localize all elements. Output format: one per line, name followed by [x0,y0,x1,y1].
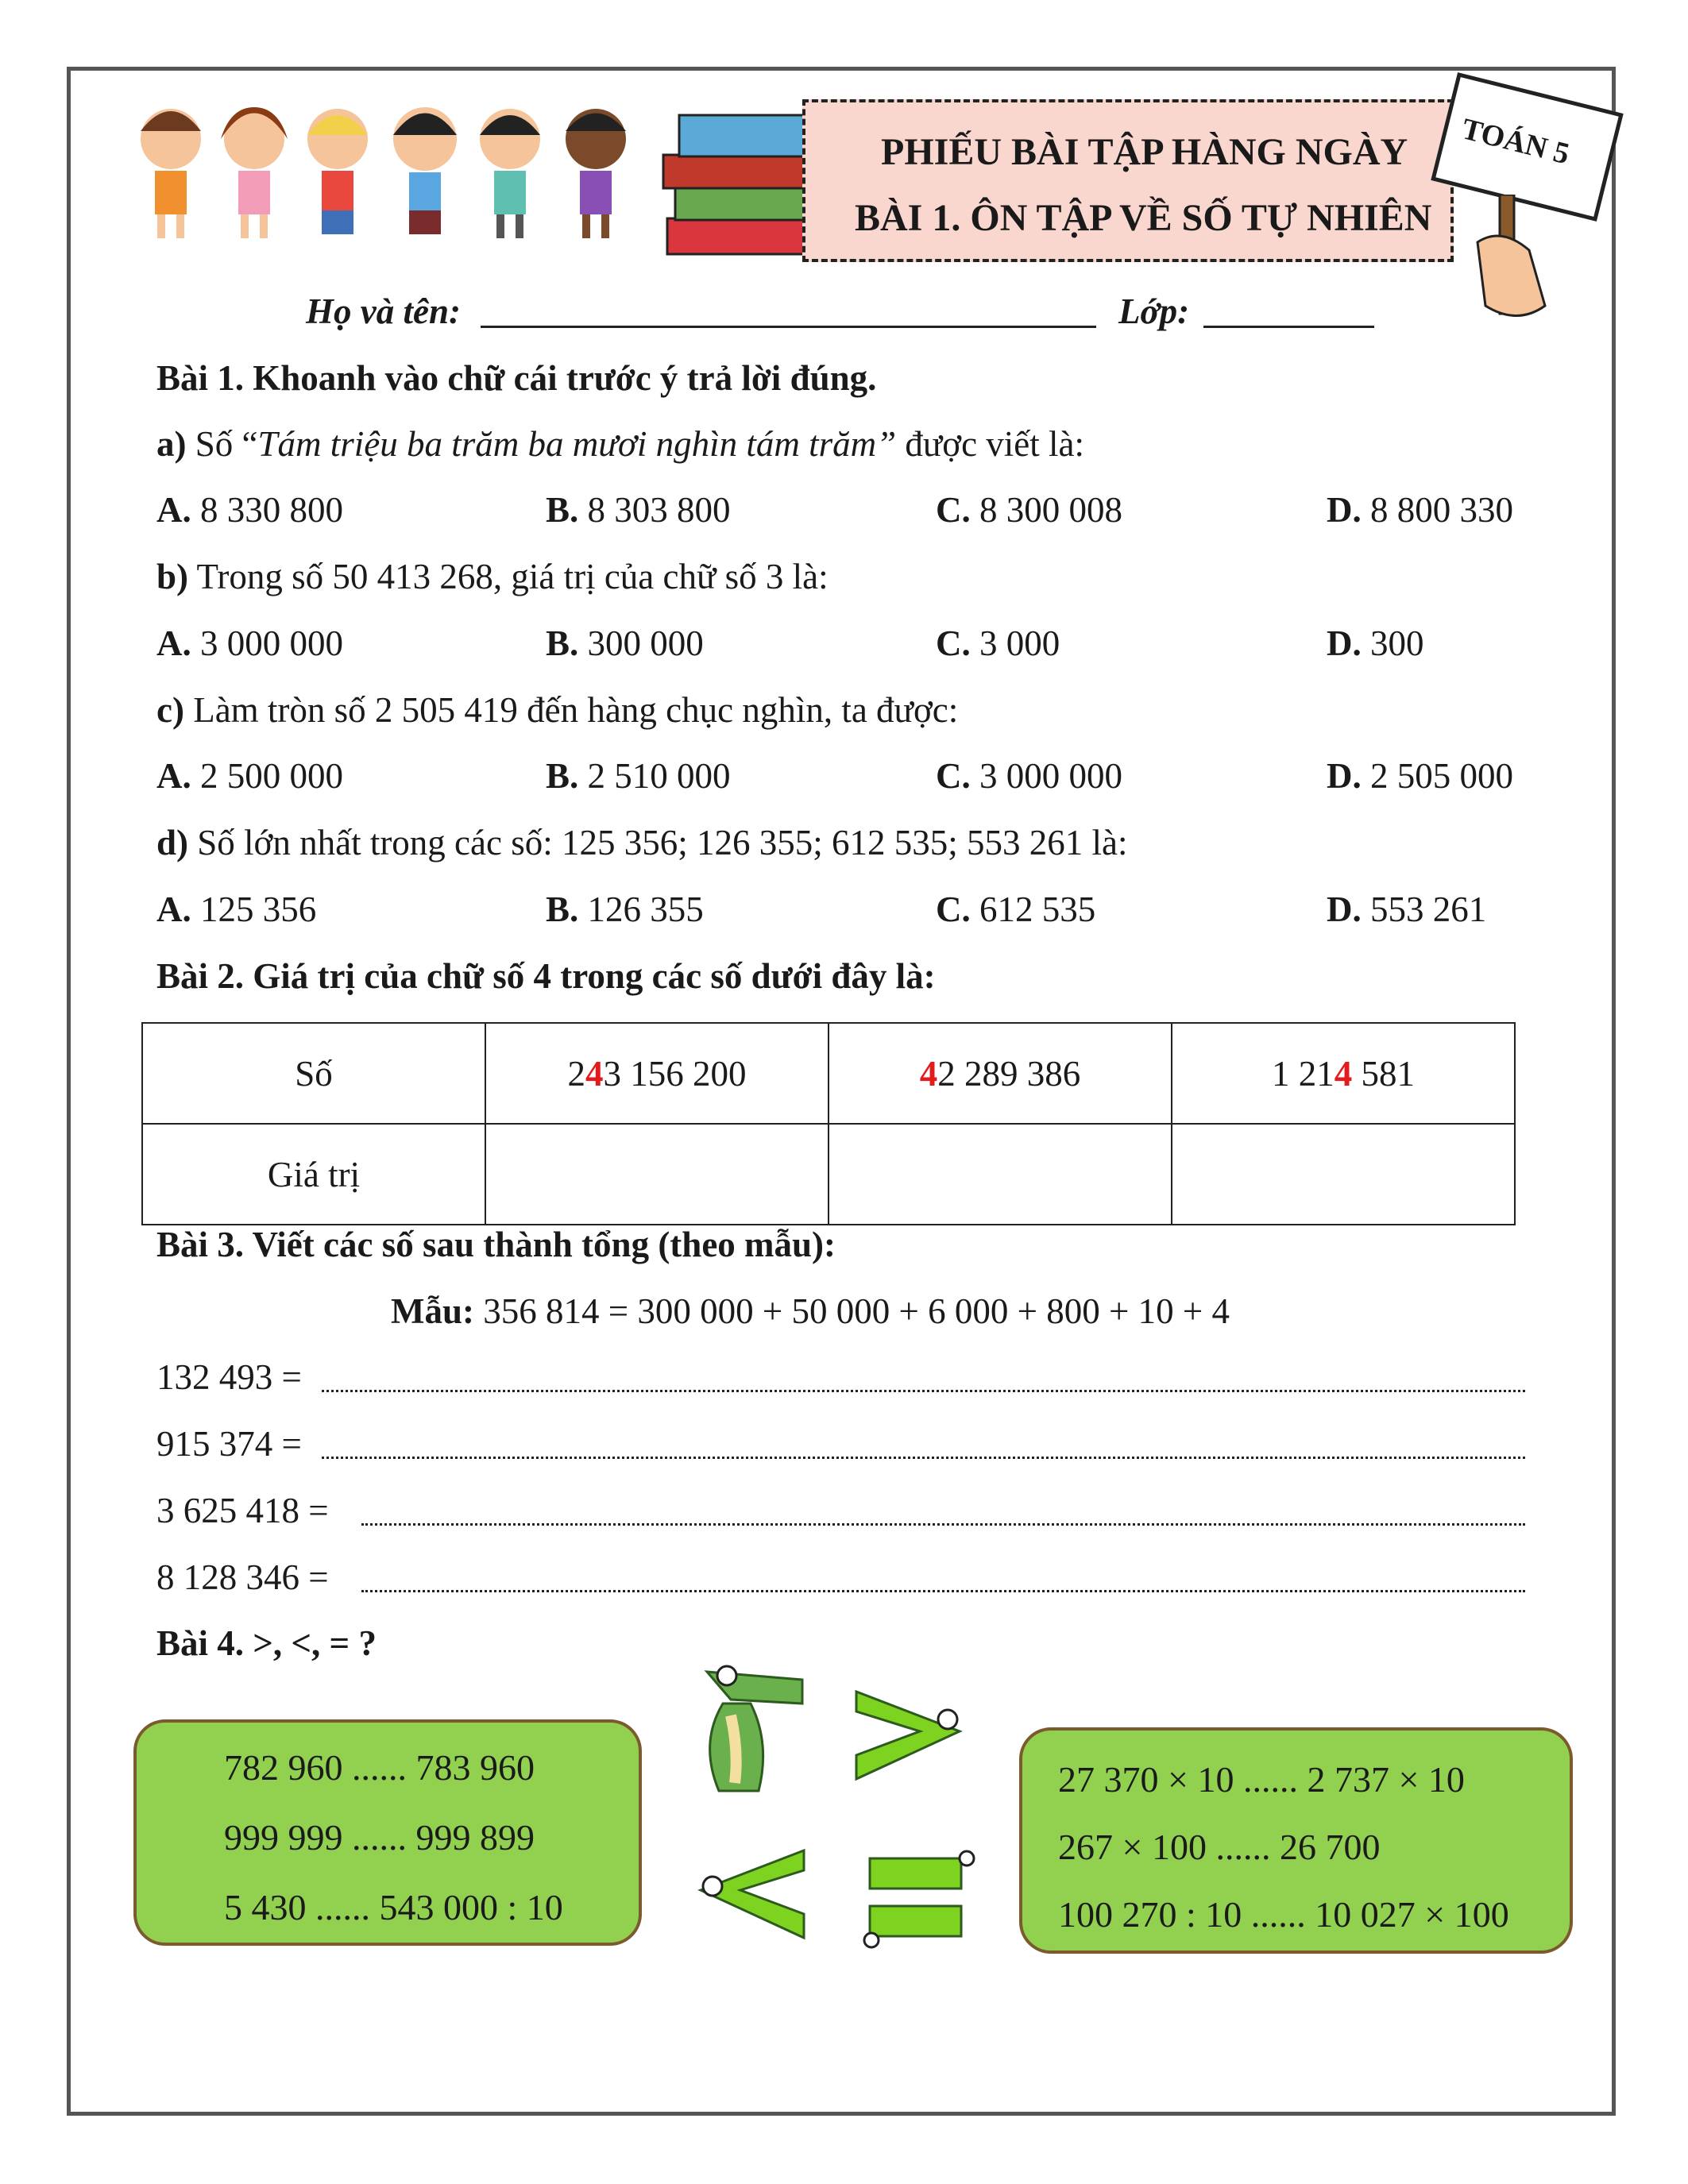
compare-item[interactable]: 782 960 ...... 783 960 [224,1747,535,1788]
question-d [156,824,1127,863]
question-text-post: được viết là: [896,424,1085,464]
sum-item: 3 625 418 = [156,1491,329,1530]
answer-line[interactable] [322,1457,1525,1459]
table-row [142,1124,1515,1225]
option-b[interactable]: B. 2 510 000 [546,756,731,796]
number-cell: 243 156 200 [485,1023,829,1124]
question-text: Làm tròn số 2 505 419 đến hàng chục nghìn, ta được: [193,690,959,730]
question-label: a) [156,424,187,464]
hand-holding-sign-icon [1454,195,1557,326]
row-header-gia-tri: Giá trị [142,1124,485,1225]
row-header-so: Số [142,1023,485,1124]
answer-cell[interactable] [829,1124,1172,1225]
less-than-crocodile-icon [685,1843,812,1950]
class-field[interactable] [1203,326,1374,328]
option-b[interactable]: B. 126 355 [546,889,704,929]
answer-line[interactable] [361,1590,1525,1592]
option-a[interactable]: A. 125 356 [156,889,317,929]
question-text: Trong số 50 413 268, giá trị của chữ số 3 là: [196,557,829,596]
compare-item[interactable]: 999 999 ...... 999 899 [224,1817,535,1858]
answer-cell[interactable] [1172,1124,1515,1225]
example-text: 356 814 = 300 000 + 50 000 + 6 000 + 800 + 10 + 4 [483,1291,1230,1331]
digit-value-table [141,1022,1516,1225]
question-text-italic: Tám triệu ba trăm ba mươi nghìn tám trăm” [257,424,897,464]
option-d[interactable]: D. 8 800 330 [1327,490,1513,530]
example-label: Mẫu: [391,1291,474,1331]
question-label: d) [156,823,189,862]
bai1-title: Bài 1. Khoanh vào chữ cái trước ý trả lời đúng. [156,358,877,398]
class-label: Lớp: [1118,291,1190,331]
question-a [156,425,1084,465]
option-c[interactable]: C. 3 000 000 [936,756,1122,796]
question-label: b) [156,557,189,596]
question-text: Số lớn nhất trong các số: 125 356; 126 355; 612 535; 553 261 là: [197,823,1128,862]
answer-line[interactable] [322,1390,1525,1392]
child-figure [141,109,201,238]
greater-than-crocodile-icon [848,1684,971,1791]
bai3-title: Bài 3. Viết các số sau thành tổng (theo mẫu): [156,1225,836,1264]
option-c[interactable]: C. 8 300 008 [936,490,1122,530]
example-line [391,1292,1230,1332]
question-b [156,558,829,597]
option-a[interactable]: A. 2 500 000 [156,756,343,796]
option-b[interactable]: B. 8 303 800 [546,490,731,530]
number-cell: 42 289 386 [829,1023,1172,1124]
question-label: c) [156,690,184,730]
answer-line[interactable] [361,1523,1525,1526]
bai4-title: Bài 4. >, <, = ? [156,1623,377,1663]
compare-box-left [133,1719,642,1946]
option-c[interactable]: C. 3 000 [936,623,1060,663]
answer-cell[interactable] [485,1124,829,1225]
compare-item[interactable]: 5 430 ...... 543 000 : 10 [224,1887,563,1927]
sign-label: TOÁN 5 [1458,112,1573,172]
option-a[interactable]: A. 8 330 800 [156,490,343,530]
number-cell: 1 214 581 [1172,1023,1515,1124]
option-d[interactable]: D. 300 [1327,623,1424,663]
crocodile-icon [683,1656,822,1803]
sum-item: 132 493 = [156,1357,302,1397]
option-a[interactable]: A. 3 000 000 [156,623,343,663]
compare-box-right [1019,1727,1573,1954]
equals-crocodile-icon [862,1846,981,1950]
question-c [156,691,958,731]
option-d[interactable]: D. 2 505 000 [1327,756,1513,796]
children-illustration [127,91,651,254]
option-d[interactable]: D. 553 261 [1327,889,1487,929]
sum-item: 8 128 346 = [156,1557,329,1597]
option-c[interactable]: C. 612 535 [936,889,1096,929]
bai2-title: Bài 2. Giá trị của chữ số 4 trong các số dưới đây là: [156,956,936,996]
header-banner [802,99,1454,262]
compare-item[interactable]: 267 × 100 ...... 26 700 [1058,1827,1381,1867]
question-text-pre: Số “ [195,424,258,464]
compare-item[interactable]: 27 370 × 10 ...... 2 737 × 10 [1058,1759,1465,1800]
option-b[interactable]: B. 300 000 [546,623,704,663]
header-subtitle: BÀI 1. ÔN TẬP VỀ SỐ TỰ NHIÊN [855,197,1432,239]
header-title: PHIẾU BÀI TẬP HÀNG NGÀY [881,131,1408,173]
sum-item: 915 374 = [156,1424,302,1464]
table-row [142,1023,1515,1124]
compare-item[interactable]: 100 270 : 10 ...... 10 027 × 100 [1058,1894,1509,1935]
name-label: Họ và tên: [306,291,461,331]
name-field[interactable] [481,326,1096,328]
